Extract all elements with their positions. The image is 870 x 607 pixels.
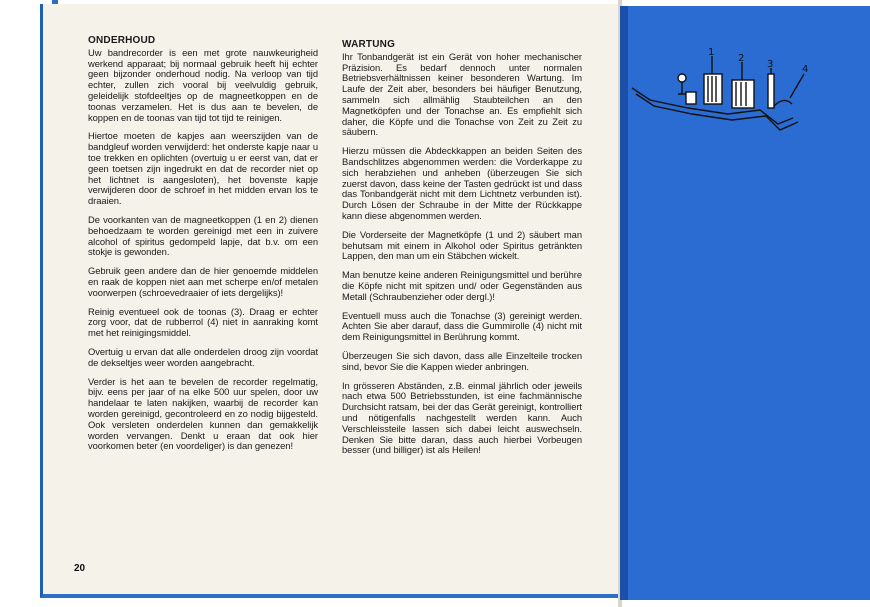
paragraph: Reinig eventueel ook de toonas (3). Draag er echter zorg voor, dat de rubberrol (4) niet in aanraking komt met het reinigingsmiddel. <box>88 305 318 339</box>
label-1: 1 <box>708 48 715 58</box>
german-column <box>342 40 582 464</box>
paragraph: In grösseren Abständen, z.B. einmal jährlich oder jeweils nach etwa 500 Betriebsstunden, ist eine fachmännische Durchsicht ratsam, bei der das Gerät gereinigt, kontrolliert und nötigenfalls nachgestellt werden kann. Auch Verschleissteile lassen sich dabei leicht auswechseln. Denken Sie bitte daran, dass auch hierbei Vorbeugen besser (und billiger) ist als Heilen! <box>342 379 582 456</box>
paragraph: Man benutze keine anderen Reinigungsmittel und berühre die Köpfe nicht mit spitzen und/ oder Gegenständen aus Metall (Schraubenzieher oder dergl.)! <box>342 269 582 302</box>
dutch-column <box>88 36 318 460</box>
page-number: 20 <box>74 563 86 574</box>
blue-page-shadow <box>620 6 628 600</box>
paragraph: Ihr Tonbandgerät ist ein Gerät von hoher mechanischer Präzision. Es bedarf dennoch unter normalen Betriebsverhältnissen keiner besonderen Wartung. Im Laufe der Zeit aber, besonders bei häufiger Benutzung, sammeln sich allmählig Staubteilchen an den Magnetköpfen und der Tonachse an. Es empfiehlt sich daher, die Köpfe und die Tonachse von Zeit zu Zeit zu säubern. <box>342 50 582 138</box>
paragraph: Uw bandrecorder is een met grote nauwkeurigheid werkend apparaat; bij normaal gebruik heeft hij echter geen bijzonder onderhoud nodig. Na verloop van tijd echter, zullen zich vooral bij veelvuldig gebruik, geleidelijk stofdeeltjes op de magneetkoppen en de toonas verzamelen. Het is dus aan te bevelen, de koppen en de toonas van tijd tot tijd te reinigen. <box>88 46 318 123</box>
paragraph: Hiertoe moeten de kapjes aan weerszijden van de bandgleuf worden verwijderd: het onderste kapje naar u toe trekken en oplichten (overtuig u er eerst van, dat er geen toetsen zijn ingedrukt en dat de recorder niet op het lichtnet is aangesloten), het bovenste kapje verwijderen door de schroef in het midden ervan los te draaien. <box>88 130 318 207</box>
label-4: 4 <box>802 64 809 75</box>
paragraph: De voorkanten van de magneetkoppen (1 en 2) dienen behoedzaam te worden gereinigd met een in zuivere alcohol of spiritus gedompeld lapje, dat b.v. om een stokje is gewonden. <box>88 213 318 258</box>
paragraph: Overtuig u ervan dat alle onderdelen droog zijn voordat de dekseltjes weer worden aangebracht. <box>88 345 318 368</box>
paragraph: Hierzu müssen die Abdeckkappen an beiden Seiten des Bandschlitzes abgenommen werden: die Vorderkappe zu sich herabziehen und anheben (überzeugen Sie sich zuerst davon, dass keine der Tasten gedrückt ist und dass das Tonbandgerät nicht mit dem Lichtnetz verbunden ist). Durch Lösen der Schraube in der Mitte der Rückkappe kann diese abgenommen werden. <box>342 145 582 221</box>
heading-onderhoud: ONDERHOUD <box>88 35 156 46</box>
paragraph: Eventuell muss auch die Tonachse (3) gereinigt werden. Achten Sie aber darauf, dass die Gummirolle (4) nicht mit dem Reinigungsmittel in Berührung kommt. <box>342 309 582 343</box>
paragraph: Die Vorderseite der Magnetköpfe (1 und 2) säubert man behutsam mit einem in Alkohol oder Spiritus getränkten Lappen, den man um ein Stäbchen wickelt. <box>342 228 582 262</box>
heading-wartung: WARTUNG <box>342 39 396 50</box>
tape-head-illustration <box>628 48 828 148</box>
paragraph: Verder is het aan te bevelen de recorder regelmatig, bijv. eens per jaar of na elke 500 uur spelen, door uw handelaar te laten nakijken, waarbij de recorder kan worden gereinigd, gecontroleerd en zo nodig bijgesteld. Ook versleten onderdelen kunnen dan gemakkelijk worden vervangen. Denkt u eraan dat ook hier voorkomen beter (en voordeliger) is dan genezen! <box>88 375 318 452</box>
paragraph: Gebruik geen andere dan de hier genoemde middelen en raak de koppen niet aan met scherpe en/of metalen voorwerpen (schroevedraaier of iets dergelijks)! <box>88 265 318 298</box>
label-2: 2 <box>738 53 745 64</box>
label-3: 3 <box>767 59 774 70</box>
paragraph: Überzeugen Sie sich davon, dass alle Einzelteile trocken sind, bevor Sie die Kappen wieder anbringen. <box>342 349 582 372</box>
